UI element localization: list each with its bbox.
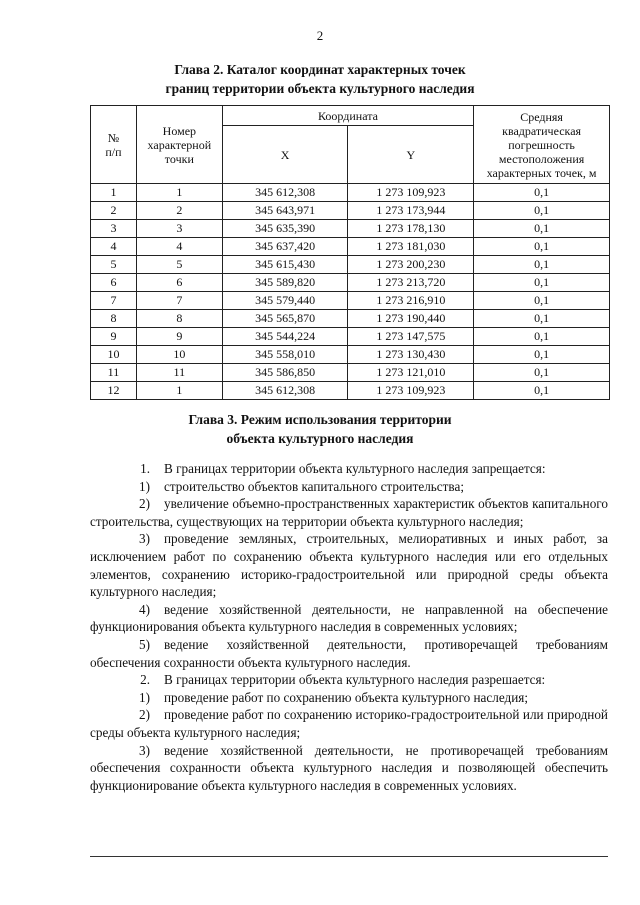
table-row xyxy=(91,310,610,328)
cell-y: 1 273 190,440 xyxy=(348,310,474,328)
chapter-2-heading xyxy=(0,60,640,98)
cell-point: 7 xyxy=(136,292,222,310)
paragraph-text: строительство объектов капитального строительства; xyxy=(164,478,464,494)
table-row xyxy=(91,346,610,364)
table-body xyxy=(91,184,610,400)
cell-error: 0,1 xyxy=(474,346,610,364)
paragraph-text: ведение хозяйственной деятельности, не направленной на обеспечение функционирования объекта культурного наследия в современных условиях; xyxy=(90,601,608,635)
table-row xyxy=(91,184,610,202)
paragraph xyxy=(90,601,608,636)
paragraph xyxy=(90,636,608,671)
header-point-line-2: характерной xyxy=(147,137,212,152)
cell-number: 5 xyxy=(91,256,137,274)
paragraph-text: ведение хозяйственной деятельности, не противоречащей требованиям обеспечения сохранности объекта культурного наследия и позволяющей обеспечить функционирование объекта культурного наследия в современных условиях. xyxy=(90,742,608,793)
paragraph-number: 1) xyxy=(139,478,150,494)
cell-point: 2 xyxy=(136,202,222,220)
cell-number: 3 xyxy=(91,220,137,238)
cell-number: 4 xyxy=(91,238,137,256)
cell-point: 10 xyxy=(136,346,222,364)
cell-x: 345 612,308 xyxy=(222,184,348,202)
cell-error: 0,1 xyxy=(474,256,610,274)
table-row xyxy=(91,292,610,310)
table-row xyxy=(91,274,610,292)
cell-x: 345 615,430 xyxy=(222,256,348,274)
cell-point: 4 xyxy=(136,238,222,256)
table-row xyxy=(91,364,610,382)
cell-y: 1 273 147,575 xyxy=(348,328,474,346)
cell-x: 345 635,390 xyxy=(222,220,348,238)
table-row xyxy=(91,220,610,238)
cell-y: 1 273 130,430 xyxy=(348,346,474,364)
header-x: X xyxy=(222,126,348,184)
chapter-3-body xyxy=(90,460,608,794)
cell-error: 0,1 xyxy=(474,292,610,310)
cell-y: 1 273 109,923 xyxy=(348,184,474,202)
cell-x: 345 565,870 xyxy=(222,310,348,328)
cell-y: 1 273 181,030 xyxy=(348,238,474,256)
table-row xyxy=(91,256,610,274)
header-number-line-1: № xyxy=(107,130,120,145)
paragraph-text: В границах территории объекта культурного наследия запрещается: xyxy=(164,461,546,476)
paragraph-number: 3) xyxy=(139,742,150,758)
cell-x: 345 612,308 xyxy=(222,382,348,400)
paragraph-number: 3) xyxy=(139,531,150,547)
cell-error: 0,1 xyxy=(474,274,610,292)
cell-point: 6 xyxy=(136,274,222,292)
chapter-3-title-line-2: объекта культурного наследия xyxy=(226,431,414,446)
cell-error: 0,1 xyxy=(474,238,610,256)
cell-point: 9 xyxy=(136,328,222,346)
paragraph-number: 4) xyxy=(139,601,150,617)
header-number xyxy=(91,106,137,184)
cell-point: 1 xyxy=(136,184,222,202)
header-error-line-2: квадратическая xyxy=(502,123,582,138)
cell-error: 0,1 xyxy=(474,328,610,346)
paragraph xyxy=(90,742,608,795)
cell-x: 345 558,010 xyxy=(222,346,348,364)
paragraph xyxy=(90,689,608,707)
cell-x: 345 643,971 xyxy=(222,202,348,220)
header-coordinates: Координата xyxy=(222,106,473,126)
paragraph-number: 2) xyxy=(139,496,150,512)
paragraph xyxy=(90,671,608,689)
chapter-2-title-line-1: Глава 2. Каталог координат характерных точек xyxy=(174,62,466,77)
chapter-3-title-line-1: Глава 3. Режим использования территории xyxy=(188,412,452,427)
cell-x: 345 544,224 xyxy=(222,328,348,346)
header-number-line-2: п/п xyxy=(105,144,122,159)
cell-point: 1 xyxy=(136,382,222,400)
cell-number: 8 xyxy=(91,310,137,328)
cell-point: 3 xyxy=(136,220,222,238)
table-row xyxy=(91,328,610,346)
header-point xyxy=(136,106,222,184)
header-error-line-3: погрешность xyxy=(508,137,575,152)
cell-y: 1 273 200,230 xyxy=(348,256,474,274)
paragraph-number: 1) xyxy=(139,689,150,705)
cell-error: 0,1 xyxy=(474,364,610,382)
paragraph-text: В границах территории объекта культурного наследия разрешается: xyxy=(164,672,546,688)
table-row xyxy=(91,202,610,220)
paragraph-text: проведение работ по сохранению историко-градостроительной или природной среды объекта культурного наследия; xyxy=(90,707,608,740)
bottom-divider xyxy=(90,856,608,857)
cell-number: 7 xyxy=(91,292,137,310)
cell-number: 11 xyxy=(91,364,137,382)
cell-number: 9 xyxy=(91,328,137,346)
cell-point: 5 xyxy=(136,256,222,274)
paragraph xyxy=(90,706,608,741)
cell-error: 0,1 xyxy=(474,184,610,202)
paragraph-text: проведение работ по сохранению объекта культурного наследия; xyxy=(164,689,529,705)
paragraph-number: 1. xyxy=(140,461,150,476)
cell-number: 10 xyxy=(91,346,137,364)
page-number: 2 xyxy=(316,28,324,43)
cell-error: 0,1 xyxy=(474,202,610,220)
header-error-line-4: местоположения xyxy=(498,151,585,166)
cell-number: 6 xyxy=(91,274,137,292)
cell-y: 1 273 109,923 xyxy=(348,382,474,400)
header-error-line-5: характерных точек, м xyxy=(486,165,597,180)
paragraph-number: 2. xyxy=(140,672,150,688)
chapter-3-heading xyxy=(0,410,640,448)
cell-y: 1 273 121,010 xyxy=(348,364,474,382)
cell-y: 1 273 216,910 xyxy=(348,292,474,310)
cell-y: 1 273 173,944 xyxy=(348,202,474,220)
paragraph-number: 2) xyxy=(139,707,150,723)
cell-point: 11 xyxy=(136,364,222,382)
paragraph-number: 5) xyxy=(139,636,150,652)
header-y: Y xyxy=(348,126,474,184)
cell-x: 345 579,440 xyxy=(222,292,348,310)
table-row xyxy=(91,238,610,256)
paragraph xyxy=(90,530,608,600)
header-error-line-1: Средняя xyxy=(520,109,563,124)
table-row xyxy=(91,382,610,400)
cell-x: 345 586,850 xyxy=(222,364,348,382)
cell-x: 345 637,420 xyxy=(222,238,348,256)
paragraph xyxy=(90,460,608,478)
header-error xyxy=(474,106,610,184)
cell-point: 8 xyxy=(136,310,222,328)
paragraph-text: проведение земляных, строительных, мелиоративных и иных работ, за исключением работ по сохранению объекта культурного наследия или его отдельных элементов, сохранению историко-градостроительной или природной среды объекта культурного наследия; xyxy=(90,531,608,600)
header-point-line-3: точки xyxy=(164,151,194,166)
cell-error: 0,1 xyxy=(474,220,610,238)
cell-number: 12 xyxy=(91,382,137,400)
coordinates-table xyxy=(90,105,610,400)
cell-number: 1 xyxy=(91,184,137,202)
chapter-2-title-line-2: границ территории объекта культурного наследия xyxy=(165,81,475,96)
paragraph xyxy=(90,478,608,496)
cell-number: 2 xyxy=(91,202,137,220)
cell-y: 1 273 178,130 xyxy=(348,220,474,238)
cell-error: 0,1 xyxy=(474,310,610,328)
paragraph-text: увеличение объемно-пространственных характеристик объектов капитального строительства, существующих на территории объекта культурного наследия; xyxy=(90,496,608,529)
cell-y: 1 273 213,720 xyxy=(348,274,474,292)
cell-x: 345 589,820 xyxy=(222,274,348,292)
paragraph xyxy=(90,495,608,530)
cell-error: 0,1 xyxy=(474,382,610,400)
header-point-line-1: Номер xyxy=(162,123,197,138)
paragraph-text: ведение хозяйственной деятельности, противоречащей требованиям обеспечения сохранности объекта культурного наследия. xyxy=(90,636,608,670)
